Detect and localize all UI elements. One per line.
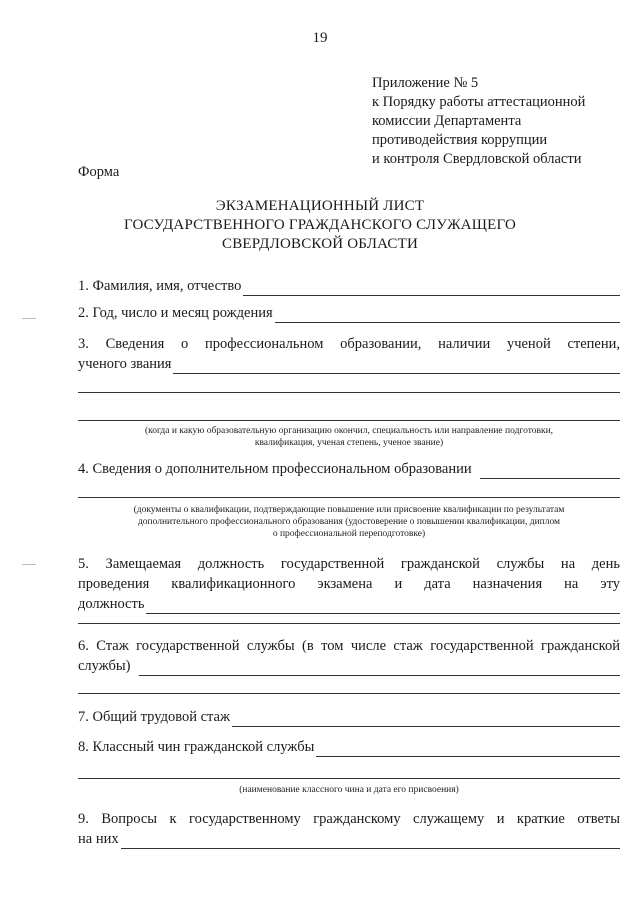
hint-line: о профессиональной переподготовке) — [272, 529, 426, 539]
hint-line: (документы о квалификации, подтверждающие повышение или присвоение квалификации по результатам — [133, 505, 565, 515]
field-education — [78, 334, 620, 374]
document-title — [0, 197, 640, 254]
field-hint — [78, 425, 620, 449]
appendix-line: к Порядку работы аттестационной — [372, 94, 586, 110]
scan-margin-mark — [22, 318, 36, 319]
field-full-name — [78, 276, 620, 296]
title-line: СВЕРДЛОВСКОЙ ОБЛАСТИ — [221, 236, 418, 252]
fill-line[interactable] — [480, 464, 620, 479]
appendix-line: и контроля Свердловской области — [372, 151, 582, 167]
fill-line[interactable] — [78, 693, 620, 694]
field-hint — [78, 504, 620, 540]
fill-line[interactable] — [232, 712, 620, 727]
field-label: на них — [78, 831, 119, 847]
field-label: 6. Стаж государственной службы (в том числе стаж государственной гражданской — [78, 638, 620, 654]
form-label: Форма — [78, 164, 120, 180]
hint-line: (когда и какую образовательную организацию окончил, специальность или направление подготовки, — [144, 426, 554, 436]
appendix-line: комиссии Департамента — [372, 113, 522, 129]
field-class-rank — [78, 737, 620, 757]
fill-line[interactable] — [146, 599, 620, 614]
fill-line[interactable] — [121, 834, 620, 849]
fill-line[interactable] — [78, 623, 620, 624]
field-label: 4. Сведения о дополнительном профессиональном образовании — [78, 461, 472, 477]
field-label: 1. Фамилия, имя, отчество — [78, 278, 242, 294]
fill-line[interactable] — [173, 359, 620, 374]
field-label: 9. Вопросы к государственному гражданскому служащему и краткие ответы — [78, 811, 620, 827]
hint-line: (наименование классного чина и дата его присвоения) — [239, 785, 459, 795]
appendix-line: Приложение № 5 — [372, 75, 479, 91]
fill-line[interactable] — [78, 420, 620, 421]
fill-line[interactable] — [243, 281, 620, 296]
field-label: 7. Общий трудовой стаж — [78, 709, 230, 725]
field-exam-questions — [78, 809, 620, 849]
field-position — [78, 554, 620, 614]
field-label: проведения квалификационного экзамена и дата назначения на эту — [78, 576, 620, 592]
appendix-header — [372, 74, 585, 169]
field-label: службы) — [78, 658, 131, 674]
hint-line: квалификация, ученая степень, ученое звание) — [254, 438, 444, 448]
fill-line[interactable] — [78, 497, 620, 498]
field-label: 5. Замещаемая должность государственной гражданской службы на день — [78, 556, 620, 572]
fill-line[interactable] — [316, 742, 620, 757]
field-label: ученого звания — [78, 356, 172, 372]
fill-line[interactable] — [275, 308, 620, 323]
field-civil-service-experience — [78, 636, 620, 676]
field-birth-date — [78, 303, 620, 323]
field-label: должность — [78, 596, 145, 612]
field-hint — [78, 784, 620, 796]
appendix-line: противодействия коррупции — [372, 132, 548, 148]
page-number: 19 — [312, 30, 328, 46]
field-label: 8. Классный чин гражданской службы — [78, 739, 315, 755]
fill-line[interactable] — [78, 392, 620, 393]
title-line: ЭКЗАМЕНАЦИОННЫЙ ЛИСТ — [215, 198, 425, 214]
field-label: 3. Сведения о профессиональном образовании, наличии ученой степени, — [78, 336, 620, 352]
title-line: ГОСУДАРСТВЕННОГО ГРАЖДАНСКОГО СЛУЖАЩЕГО — [123, 217, 517, 233]
field-label: 2. Год, число и месяц рождения — [78, 305, 273, 321]
fill-line[interactable] — [139, 661, 620, 676]
hint-line: дополнительного профессионального образования (удостоверение о повышении квалификации, диплом — [137, 517, 561, 527]
fill-line[interactable] — [78, 778, 620, 779]
field-additional-education — [78, 459, 620, 479]
field-total-experience — [78, 707, 620, 727]
scan-margin-mark — [22, 564, 36, 565]
